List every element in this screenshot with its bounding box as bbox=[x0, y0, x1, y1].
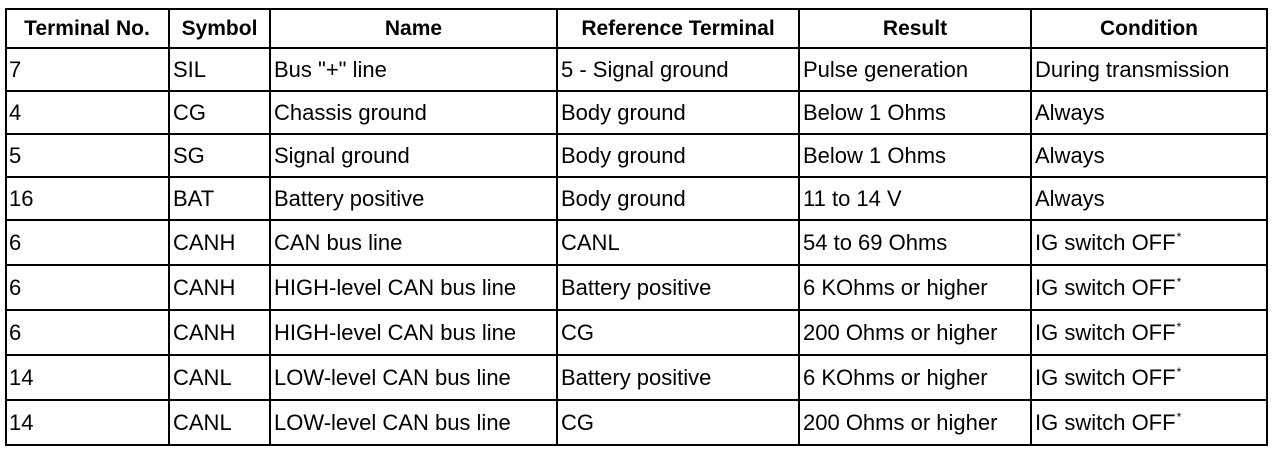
footnote-marker: * bbox=[1176, 274, 1182, 289]
cell-reference-terminal bbox=[557, 265, 799, 310]
cell-condition-text: IG switch OFF bbox=[1035, 409, 1176, 435]
cell-result-text: 6 KOhms or higher bbox=[803, 274, 988, 300]
cell-name bbox=[270, 220, 557, 265]
cell-terminal-no bbox=[6, 220, 169, 265]
cell-symbol-text: CANH bbox=[173, 274, 236, 300]
cell-terminal-no bbox=[6, 134, 169, 177]
cell-symbol bbox=[169, 310, 270, 355]
cell-terminal-no-text: 14 bbox=[9, 364, 34, 390]
cell-result-text: Below 1 Ohms bbox=[803, 142, 947, 168]
cell-name bbox=[270, 310, 557, 355]
cell-reference-terminal bbox=[557, 220, 799, 265]
cell-symbol-text: SG bbox=[173, 142, 205, 168]
cell-result bbox=[799, 310, 1031, 355]
table-row bbox=[6, 220, 1267, 265]
cell-symbol-text: CANH bbox=[173, 229, 236, 255]
table-row bbox=[6, 91, 1267, 134]
cell-symbol bbox=[169, 48, 270, 91]
cell-name bbox=[270, 48, 557, 91]
header-condition: Condition bbox=[1031, 9, 1267, 48]
cell-condition-text: Always bbox=[1035, 142, 1105, 168]
header-reference-terminal: Reference Terminal bbox=[557, 9, 799, 48]
cell-reference-terminal bbox=[557, 400, 799, 445]
cell-reference-terminal bbox=[557, 91, 799, 134]
cell-name bbox=[270, 177, 557, 220]
cell-condition bbox=[1031, 91, 1267, 134]
cell-terminal-no-text: 7 bbox=[9, 56, 22, 82]
cell-condition bbox=[1031, 48, 1267, 91]
cell-result bbox=[799, 177, 1031, 220]
cell-terminal-no-text: 6 bbox=[9, 274, 22, 300]
cell-result bbox=[799, 48, 1031, 91]
cell-terminal-no-text: 4 bbox=[9, 99, 22, 125]
cell-name-text: LOW-level CAN bus line bbox=[274, 409, 511, 435]
cell-result-text: 54 to 69 Ohms bbox=[803, 229, 948, 255]
cell-result-text: 6 KOhms or higher bbox=[803, 364, 988, 390]
cell-terminal-no-text: 5 bbox=[9, 142, 22, 168]
cell-condition bbox=[1031, 177, 1267, 220]
cell-terminal-no bbox=[6, 265, 169, 310]
cell-reference-terminal-text: CG bbox=[561, 409, 594, 435]
cell-symbol-text: CANL bbox=[173, 409, 232, 435]
cell-name bbox=[270, 355, 557, 400]
cell-condition-text: Always bbox=[1035, 99, 1105, 125]
cell-condition-text: IG switch OFF bbox=[1035, 229, 1176, 255]
cell-terminal-no-text: 6 bbox=[9, 319, 22, 345]
cell-name-text: HIGH-level CAN bus line bbox=[274, 319, 517, 345]
header-symbol: Symbol bbox=[169, 9, 270, 48]
footnote-marker: * bbox=[1176, 409, 1182, 424]
cell-reference-terminal-text: CANL bbox=[561, 229, 620, 255]
cell-condition bbox=[1031, 134, 1267, 177]
cell-condition bbox=[1031, 355, 1267, 400]
header-result: Result bbox=[799, 9, 1031, 48]
header-name: Name bbox=[270, 9, 557, 48]
cell-reference-terminal-text: Body ground bbox=[561, 185, 686, 211]
cell-result-text: Below 1 Ohms bbox=[803, 99, 947, 125]
cell-terminal-no bbox=[6, 91, 169, 134]
cell-result bbox=[799, 355, 1031, 400]
cell-result-text: 200 Ohms or higher bbox=[803, 409, 998, 435]
cell-result bbox=[799, 265, 1031, 310]
table-row bbox=[6, 134, 1267, 177]
cell-symbol bbox=[169, 177, 270, 220]
cell-reference-terminal-text: 5 - Signal ground bbox=[561, 56, 729, 82]
table-header-row bbox=[6, 9, 1267, 48]
cell-symbol-text: SIL bbox=[173, 56, 207, 82]
cell-condition-text: IG switch OFF bbox=[1035, 319, 1176, 345]
cell-reference-terminal-text: CG bbox=[561, 319, 594, 345]
cell-result-text: 11 to 14 V bbox=[803, 185, 902, 211]
cell-symbol-text: CANL bbox=[173, 364, 232, 390]
cell-symbol bbox=[169, 355, 270, 400]
cell-symbol bbox=[169, 400, 270, 445]
header-terminal-no: Terminal No. bbox=[6, 9, 169, 48]
cell-name bbox=[270, 400, 557, 445]
cell-terminal-no bbox=[6, 400, 169, 445]
footnote-marker: * bbox=[1176, 364, 1182, 379]
cell-condition-text: IG switch OFF bbox=[1035, 274, 1176, 300]
table-row bbox=[6, 177, 1267, 220]
cell-reference-terminal-text: Body ground bbox=[561, 99, 686, 125]
cell-symbol bbox=[169, 134, 270, 177]
cell-condition bbox=[1031, 220, 1267, 265]
cell-condition bbox=[1031, 265, 1267, 310]
cell-terminal-no-text: 14 bbox=[9, 409, 34, 435]
cell-condition-text: During transmission bbox=[1035, 56, 1230, 82]
table-row bbox=[6, 265, 1267, 310]
cell-name-text: Signal ground bbox=[274, 142, 410, 168]
cell-terminal-no-text: 6 bbox=[9, 229, 22, 255]
cell-name bbox=[270, 134, 557, 177]
cell-name bbox=[270, 265, 557, 310]
terminal-table bbox=[5, 8, 1268, 446]
footnote-marker: * bbox=[1176, 319, 1182, 334]
cell-reference-terminal-text: Battery positive bbox=[561, 274, 712, 300]
cell-symbol-text: BAT bbox=[173, 185, 215, 211]
cell-condition-text: IG switch OFF bbox=[1035, 364, 1176, 390]
footnote-marker: * bbox=[1176, 229, 1182, 244]
cell-reference-terminal-text: Battery positive bbox=[561, 364, 712, 390]
cell-terminal-no bbox=[6, 310, 169, 355]
cell-reference-terminal bbox=[557, 134, 799, 177]
cell-terminal-no bbox=[6, 177, 169, 220]
cell-reference-terminal bbox=[557, 310, 799, 355]
table-body bbox=[6, 48, 1267, 445]
cell-name-text: CAN bus line bbox=[274, 229, 403, 255]
cell-result-text: Pulse generation bbox=[803, 56, 969, 82]
cell-name bbox=[270, 91, 557, 134]
cell-symbol bbox=[169, 220, 270, 265]
table-row bbox=[6, 400, 1267, 445]
cell-name-text: LOW-level CAN bus line bbox=[274, 364, 511, 390]
cell-symbol bbox=[169, 91, 270, 134]
cell-result-text: 200 Ohms or higher bbox=[803, 319, 998, 345]
cell-symbol-text: CG bbox=[173, 99, 206, 125]
cell-name-text: Battery positive bbox=[274, 185, 425, 211]
cell-name-text: Bus "+" line bbox=[274, 56, 387, 82]
cell-symbol-text: CANH bbox=[173, 319, 236, 345]
cell-reference-terminal bbox=[557, 48, 799, 91]
cell-terminal-no bbox=[6, 355, 169, 400]
cell-condition-text: Always bbox=[1035, 185, 1105, 211]
cell-condition bbox=[1031, 310, 1267, 355]
cell-reference-terminal-text: Body ground bbox=[561, 142, 686, 168]
cell-terminal-no-text: 16 bbox=[9, 185, 34, 211]
cell-name-text: HIGH-level CAN bus line bbox=[274, 274, 517, 300]
cell-result bbox=[799, 134, 1031, 177]
table-row bbox=[6, 355, 1267, 400]
cell-result bbox=[799, 220, 1031, 265]
cell-reference-terminal bbox=[557, 355, 799, 400]
table-row bbox=[6, 310, 1267, 355]
cell-condition bbox=[1031, 400, 1267, 445]
cell-result bbox=[799, 400, 1031, 445]
cell-name-text: Chassis ground bbox=[274, 99, 427, 125]
cell-reference-terminal bbox=[557, 177, 799, 220]
cell-result bbox=[799, 91, 1031, 134]
cell-terminal-no bbox=[6, 48, 169, 91]
table-row bbox=[6, 48, 1267, 91]
cell-symbol bbox=[169, 265, 270, 310]
